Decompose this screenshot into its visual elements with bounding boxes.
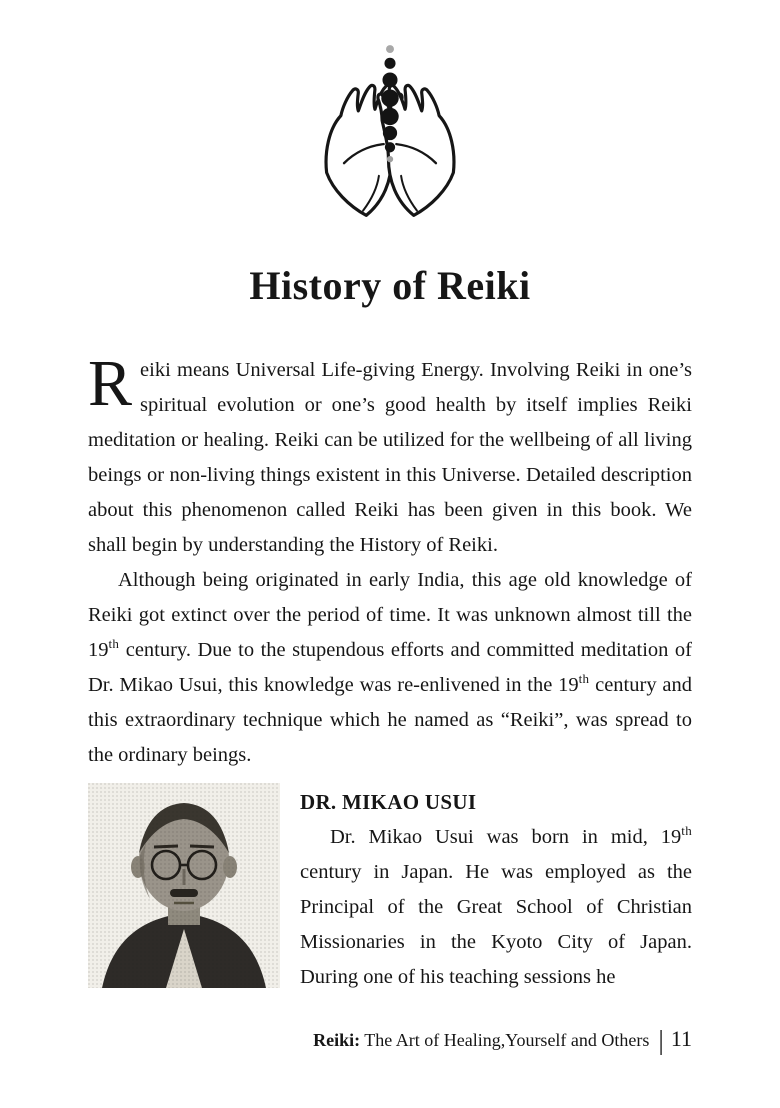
paragraph-intro-text: eiki means Universal Life-giving Energy. Involving Reiki in one’s spiritual evolution or one’s good health by itself implies Reiki meditation or healing. Reiki can be utilized for the wellbeing of all living beings or non-living things existent in this Universe. Detailed description about this phenomenon called Reiki has been given in this book. We shall begin by understanding the History of Reiki. <box>88 359 692 556</box>
footer-book-title: The Art of Healing,Yourself and Others <box>360 1030 650 1050</box>
usui-paragraph-text-1: Dr. Mikao Usui was born in mid, 19 <box>330 826 682 848</box>
usui-paragraph-text-2: century in Japan. He was employed as the Principal of the Great School of Christian Missionaries in the Kyoto City of Japan. During one of his teaching sessions he <box>300 861 692 988</box>
paragraph-intro <box>88 347 692 563</box>
superscript-th: th <box>681 823 692 839</box>
usui-section <box>88 783 692 995</box>
section-heading: DR. MIKAO USUI <box>300 790 477 814</box>
hands-icon <box>301 38 479 236</box>
superscript-th: th <box>578 671 590 687</box>
superscript-th: th <box>108 636 120 652</box>
footer-book-title-bold: Reiki: <box>313 1030 361 1050</box>
body-text <box>88 347 692 773</box>
footer-divider: | <box>658 1025 664 1055</box>
page-footer <box>313 1025 692 1056</box>
drop-cap: R <box>88 347 133 420</box>
usui-portrait <box>88 783 280 993</box>
reiki-hands-logo <box>88 38 692 238</box>
page-title: History of Reiki <box>249 263 531 308</box>
paragraph-history-text-1: Although being originated in early India, this age old knowledge of Reiki got extinct over the period of time. It was unknown almost till the 19 <box>88 569 692 661</box>
paragraph-history-text-2: century. Due to the stupendous efforts and committed meditation of Dr. Mikao Usui, this knowledge was re-enlivened in the 19 <box>88 639 692 696</box>
usui-text-column <box>300 783 692 995</box>
portrait-image <box>88 783 280 988</box>
paragraph-history-text-3: century and this extraordinary technique which he named as “Reiki”, was spread to the ordinary beings. <box>88 674 692 766</box>
usui-paragraph <box>300 820 692 995</box>
paragraph-history <box>88 563 692 773</box>
footer-page-number: 11 <box>670 1026 692 1051</box>
